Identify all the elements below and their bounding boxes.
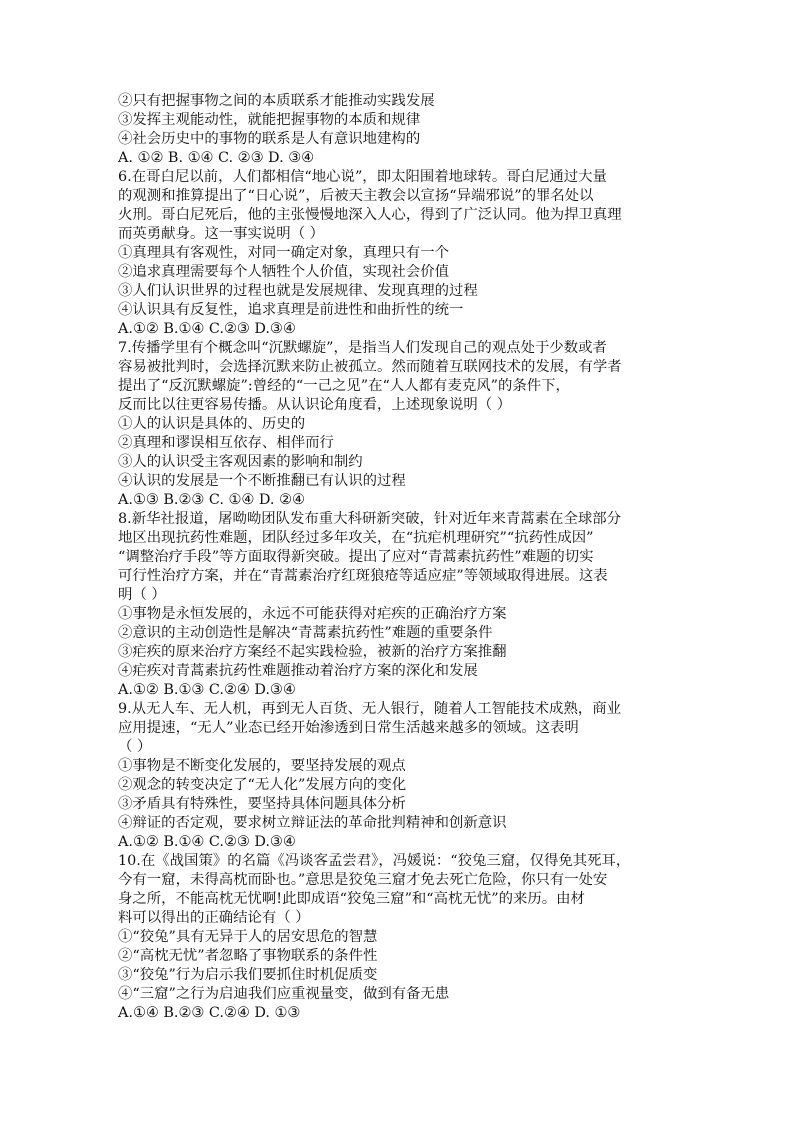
statement-item: ①人的认识是具体的、历史的 bbox=[118, 416, 306, 432]
statement-item: ①事物是永恒发展的，永远不可能获得对疟疾的正确治疗方案 bbox=[118, 606, 507, 622]
question-6-text: 的观测和推算提出了“日心说”，后被天主教会以宣扬“异端邪说”的罪名处以 bbox=[118, 188, 594, 204]
question-8-text: 8.新华社报道，屠呦呦团队发布重大科研新突破，针对近年来青蒿素在全球部分 bbox=[118, 511, 622, 527]
statement-item: ④认识具有反复性，追求真理是前进性和曲折性的统一 bbox=[118, 302, 464, 318]
statement-item: ②“高枕无忧”者忽略了事物联系的条件性 bbox=[118, 948, 378, 964]
statement-item: ③人的认识受主客观因素的影响和制约 bbox=[118, 454, 363, 470]
exam-page bbox=[118, 92, 678, 1023]
statement-item: ③疟疾的原来治疗方案经不起实践检验，被新的治疗方案推翻 bbox=[118, 644, 507, 660]
answer-options: A.①③ B.②③ C. ①④ D. ②④ bbox=[118, 492, 305, 508]
question-7-text: 提出了“反沉默螺旋”:曾经的“一己之见”在“人人都有麦克风”的条件下， bbox=[118, 378, 570, 394]
answer-options: A.①② B.①④ C.②③ D.③④ bbox=[118, 321, 296, 337]
question-8-text: 地区出现抗药性难题，团队经过多年攻关，在“抗疟机理研究”“抗药性成因” bbox=[118, 530, 594, 546]
statement-item: ④认识的发展是一个不断推翻已有认识的过程 bbox=[118, 473, 406, 489]
statement-item: ③人们认识世界的过程也就是发展规律、发现真理的过程 bbox=[118, 283, 478, 299]
statement-item: ①事物是不断变化发展的，要坚持发展的观点 bbox=[118, 758, 406, 774]
question-9-text: 应用提速，“无人”业态已经开始渗透到日常生活越来越多的领域。这表明 bbox=[118, 720, 579, 736]
statement-item: ②追求真理需要每个人牺牲个人价值，实现社会价值 bbox=[118, 264, 449, 280]
answer-options: A.①② B.①③ C.②④ D.③④ bbox=[118, 682, 296, 698]
answer-options: A.①④ B.②③ C.②④ D. ①③ bbox=[118, 1005, 301, 1021]
statement-item: ②意识的主动创造性是解决“青蒿素抗药性”难题的重要条件 bbox=[118, 625, 493, 641]
question-8-text: “调整治疗手段”等方面取得新突破。提出了应对“青蒿素抗药性”难题的切实 bbox=[118, 549, 594, 565]
statement-item: ③“狡兔”行为启示我们要抓住时机促质变 bbox=[118, 967, 378, 983]
question-8-text: 明（ ） bbox=[118, 587, 166, 603]
question-8-text: 可行性治疗方案，并在“青蒿素治疗红斑狼疮等适应症”等领域取得进展。这表 bbox=[118, 568, 608, 584]
question-10-text: 今有一窟，未得高枕而卧也。”意思是狡兔三窟才免去死亡危险，你只有一处安 bbox=[118, 872, 608, 888]
statement-item: ④辩证的否定观，要求树立辩证法的革命批判精神和创新意识 bbox=[118, 815, 507, 831]
text-line: ②只有把握事物之间的本质联系才能推动实践发展 bbox=[118, 93, 435, 109]
question-7-text: 7.传播学里有个概念叫“沉默螺旋”，是指当人们发现自己的观点处于少数或者 bbox=[118, 340, 607, 356]
question-10-text: 身之所，不能高枕无忧啊!此即成语“狡兔三窟”和“高枕无忧”的来历。由材 bbox=[118, 891, 585, 907]
text-line: ④社会历史中的事物的联系是人有意识地建构的 bbox=[118, 131, 421, 147]
text-line: ③发挥主观能动性，就能把握事物的本质和规律 bbox=[118, 112, 421, 128]
statement-item: ③矛盾具有特殊性，要坚持具体问题具体分析 bbox=[118, 796, 406, 812]
question-7-text: 反而比以往更容易传播。从认识论角度看，上述现象说明（ ） bbox=[118, 397, 512, 413]
question-10-text: 料可以得出的正确结论有（ ） bbox=[118, 910, 310, 926]
statement-item: ②真理和谬误相互依存、相伴而行 bbox=[118, 435, 334, 451]
answer-options: A. ①② B. ①④ C. ②③ D. ③④ bbox=[118, 150, 315, 166]
question-6-text: 而英勇献身。这一事实说明（ ） bbox=[118, 226, 325, 242]
question-9-text: 9.从无人车、无人机，再到无人百货、无人银行，随着人工智能技术成熟，商业 bbox=[118, 701, 622, 717]
statement-item: ①真理具有客观性，对同一确定对象，真理只有一个 bbox=[118, 245, 449, 261]
statement-item: ②观念的转变决定了“无人化”发展方向的变化 bbox=[118, 777, 407, 793]
statement-item: ④疟疾对青蒿素抗药性难题推动着治疗方案的深化和发展 bbox=[118, 663, 478, 679]
answer-options: A.①② B.①④ C.②③ D.③④ bbox=[118, 834, 296, 850]
question-10-text: 10.在《战国策》的名篇《冯谈客孟尝君》，冯媛说：“狡兔三窟，仅得免其死耳， bbox=[118, 853, 631, 869]
question-9-text: （ ） bbox=[118, 739, 152, 755]
statement-item: ①“狡兔”具有无异于人的居安思危的智慧 bbox=[118, 929, 378, 945]
statement-item: ④“三窟”之行为启迪我们应重视量变，做到有备无患 bbox=[118, 986, 450, 1002]
question-6-text: 火刑。哥白尼死后，他的主张慢慢地深入人心，得到了广泛认同。他为捍卫真理 bbox=[118, 207, 622, 223]
question-6-text: 6.在哥白尼以前，人们都相信“地心说”，即太阳围着地球转。哥白尼通过大量 bbox=[118, 169, 607, 185]
question-7-text: 容易被批判时，会选择沉默来防止被孤立。然而随着互联网技术的发展，有学者 bbox=[118, 359, 622, 375]
